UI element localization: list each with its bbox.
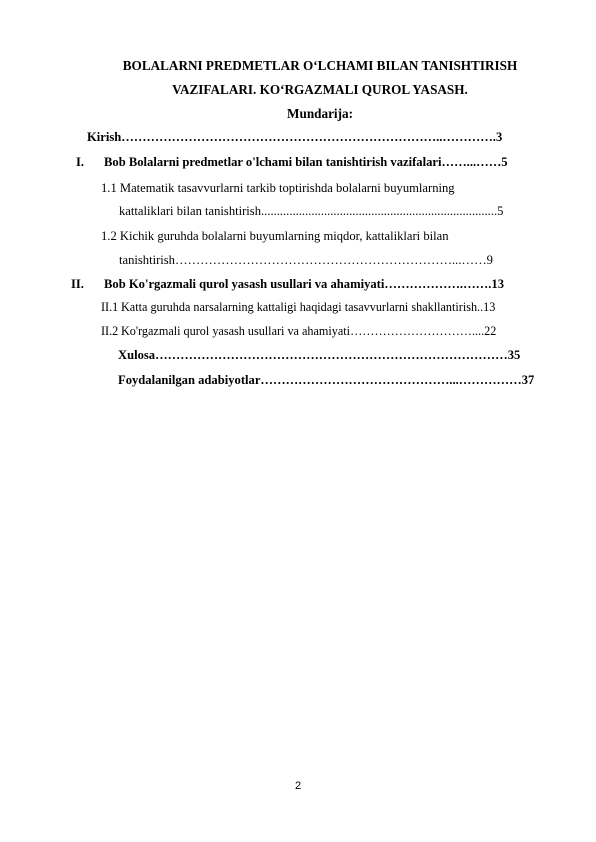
toc-heading: Mundarija:: [287, 106, 353, 121]
document-title-line-1: BOLALARNI PREDMETLAR O‘LCHAMI BILAN TANISHTIRISH: [122, 58, 518, 73]
toc-entry-1-2-line-2: tanishtirish…………………………………………………………...……9: [119, 253, 493, 267]
toc-entry-foydalanilgan-adabiyotlar: Foydalanilgan adabiyotlar………………………………………...……………37: [118, 373, 535, 387]
toc-entry-1-1-line-2: kattaliklari bilan tanishtirish...........................................................................5: [119, 204, 504, 218]
toc-chapter-2-number: II.: [71, 277, 84, 291]
toc-entry-2-2: Ko'rgazmali qurol yasash usullari va ahamiyati…………………………....22: [121, 324, 497, 338]
toc-entry-xulosa: Xulosa…………………………………………………………………………35: [118, 348, 521, 362]
toc-entry-kirish: Kirish…………………………………………………………………..………….3: [87, 130, 503, 144]
toc-entry-chapter-2: Bob Ko'rgazmali qurol yasash usullari va ahamiyati……………….…….13: [104, 277, 505, 291]
toc-entry-2-1: Katta guruhda narsalarning kattaligi haqidagi tasavvurlarni shakllantirish..13: [121, 300, 496, 314]
toc-entry-chapter-1: Bob Bolalarni predmetlar o'lchami bilan tanishtirish vazifalari……...……5: [104, 155, 508, 169]
toc-entry-1-1-line-1: 1.1 Matematik tasavvurlarni tarkib toptirishda bolalarni buyumlarning: [101, 181, 455, 195]
toc-entry-2-2-number: II.2: [101, 324, 119, 338]
toc-chapter-1-number: I.: [76, 155, 85, 169]
page-number: 2: [294, 780, 302, 792]
toc-entry-1-2-line-1: 1.2 Kichik guruhda bolalarni buyumlarning miqdor, kattaliklari bilan: [101, 229, 449, 243]
document-title-line-2: VAZIFALARI. KO‘RGAZMALI QUROL YASASH.: [172, 82, 468, 97]
toc-entry-2-1-number: II.1: [101, 300, 119, 314]
